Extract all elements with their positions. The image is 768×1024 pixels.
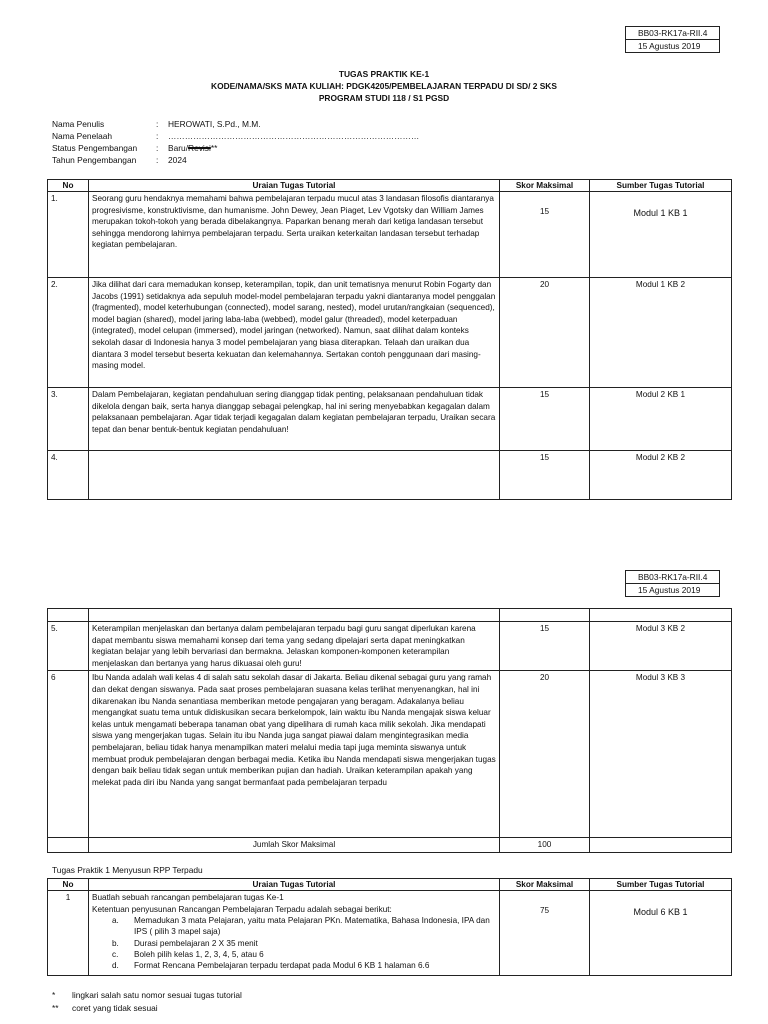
- document-date: 15 Agustus 2019: [626, 39, 719, 52]
- footnote: [52, 1002, 242, 1015]
- list-item: [92, 938, 496, 949]
- header-skor: Skor Maksimal: [500, 879, 590, 891]
- task-score: 20: [500, 278, 590, 388]
- table-blank-row: [48, 609, 732, 622]
- title-line-1: TUGAS PRAKTIK KE-1: [338, 69, 430, 79]
- document-code-box: [625, 26, 720, 53]
- task-source: Modul 1 KB 2: [590, 278, 732, 388]
- list-text: Memadukan 3 mata Pelajaran, yaitu mata Pelajaran PKn. Matematika, Bahasa Indonesia, IPA dan IPS ( pilih 3 mapel saja): [134, 916, 490, 937]
- meta-value: ………………………………………………………………………………: [168, 131, 420, 141]
- header-no: No: [48, 879, 89, 891]
- meta-suffix: **: [210, 143, 218, 153]
- header-uraian: Uraian Tugas Tutorial: [89, 180, 500, 192]
- task-source: Modul 1 KB 1: [590, 192, 732, 278]
- task-source: Modul 2 KB 1: [590, 388, 732, 451]
- title-line-3: PROGRAM STUDI 118 / S1 PGSD: [318, 93, 450, 103]
- metadata-block: [52, 118, 419, 166]
- table-row: [48, 891, 732, 976]
- task-text: [89, 451, 500, 500]
- task-text: Jika dilihat dari cara memadukan konsep, keterampilan, topik, dan unit tematisnya menurut Robin Fogarty dan Jacobs (1991) setidaknya ada sepuluh model-model pembelajaran terpadu yakni diantaranya model penggalan (fragmented), model keterhubungan (connected), model sarang, nested), model urutan/rangkaian (sequenced), model bagian (shared), model jaring laba-laba (webbed), model galur (threaded), model keterpaduan (integrated), model celupan (immersed), model jaringan (networked). Namun, saat dilihat dalam konteks sekolah dasar di Indonesia hanya 3 model pembelajaran yang biasa diterapkan. Telaah dan uraikan dua diantara 3 model tersebut beserta kekuatan dan kelemahannya. Sertakan contoh penggunaan dari masing-masing model.: [89, 278, 500, 388]
- task-score: 15: [500, 388, 590, 451]
- document-code: BB03-RK17a-RII.4: [638, 28, 708, 38]
- footnote-mark: **: [52, 1003, 59, 1013]
- task-no: 5.: [48, 622, 89, 671]
- total-value: 100: [500, 838, 590, 853]
- practice-description: [89, 891, 500, 976]
- list-text: Boleh pilih kelas 1, 2, 3, 4, 5, atau 6: [134, 950, 264, 960]
- table-row: [48, 451, 732, 500]
- meta-label: Tahun Pengembangan: [52, 155, 137, 165]
- practice-score: 75: [500, 891, 590, 976]
- task-no: 1.: [48, 192, 89, 278]
- meta-value: HEROWATI, S.Pd., M.M.: [168, 119, 261, 129]
- task-no: 6: [48, 671, 89, 838]
- list-letter: b.: [112, 938, 119, 948]
- document-code: BB03-RK17a-RII.4: [638, 572, 708, 582]
- document-code-box-page2: [625, 570, 720, 597]
- header-sumber: Sumber Tugas Tutorial: [590, 879, 732, 891]
- meta-label: Nama Penelaah: [52, 131, 113, 141]
- task-score: 15: [500, 622, 590, 671]
- list-text: Durasi pembelajaran 2 X 35 menit: [134, 938, 258, 948]
- title-line-2: KODE/NAMA/SKS MATA KULIAH: PDGK4205/PEMBELAJARAN TERPADU DI SD/ 2 SKS: [211, 81, 557, 91]
- task-score: 15: [500, 192, 590, 278]
- task-text: Dalam Pembelajaran, kegiatan pendahuluan sering dianggap tidak penting, pelaksanaan pendahuluan tidak dikelola dengan baik, serta hanya dianggap sebagai pelengkap, hal ini sering menyebabkan kegagalan dalam pelaksanaan pembelajaran. Agar tidak terjadi kegagalan dalam kegiatan pembelajaran terpadu, Uraikan secara tepat dan benar bentuk-bentuk kegiatan pendahuluan!: [89, 388, 500, 451]
- task-text: Ibu Nanda adalah wali kelas 4 di salah satu sekolah dasar di Jakarta. Beliau dikenal sebagai guru yang ramah dan dekat dengan siswanya. Pada saat proses pembelajaran suasana kelas terlihat menyenangkan, hal ini dikarenakan ibu Nanda senantiasa memberikan metode pengajaran yang beragam. Adakalanya beliau mengangkat suatu tema untuk didiskusikan secara berkelompok, lain waktu ibu Nanda mengajak siswa keluar kelas untuk mengamati beberapa tanaman obat yang dipelihara di rumah kaca milik sekolah. Jika mendapati siswa yang mengerjakan tugas. Selain itu ibu Nanda juga sangat piawai dalam mengintegrasikan media pembelajaran, beliau tidak hanya menampilkan materi melalui media tapi juga meminta siswanya untuk membuat produk pembelajaran dengan berbagai media. Ketika ibu Nanda mendapati siswa mengerjakan tugas dengan baik beliau tidak segan untuk memberikan pujian dan hadiah. Uraikan keterampilan apakah yang melekat pada diri ibu Nanda yang sangat bermanfaat pada pembelajaran terpadu: [89, 671, 500, 838]
- task-source: Modul 2 KB 2: [590, 451, 732, 500]
- task-source: Modul 3 KB 3: [590, 671, 732, 838]
- task-source: Modul 3 KB 2: [590, 622, 732, 671]
- table-row: [48, 622, 732, 671]
- struck-option: Revisi: [188, 143, 211, 153]
- practice-table: [47, 878, 732, 976]
- meta-row-author: Nama Penulis : HEROWATI, S.Pd., M.M.: [52, 119, 261, 129]
- footnote-text: coret yang tidak sesuai: [72, 1003, 158, 1013]
- table-row: [48, 192, 732, 278]
- list-item: [92, 915, 496, 938]
- practice-source: Modul 6 KB 1: [590, 891, 732, 976]
- list-letter: a.: [112, 916, 119, 926]
- meta-value: 2024: [168, 155, 187, 165]
- header-uraian: Uraian Tugas Tutorial: [89, 879, 500, 891]
- meta-row-status: Status Pengembangan : Baru/Revisi**: [52, 143, 218, 153]
- list-item: [92, 960, 496, 971]
- header-sumber: Sumber Tugas Tutorial: [590, 180, 732, 192]
- footnote-text: lingkari salah satu nomor sesuai tugas tutorial: [72, 990, 242, 1000]
- meta-value: Baru/: [168, 143, 189, 153]
- total-row: [48, 838, 732, 853]
- task-no: 4.: [48, 451, 89, 500]
- task-no: 2.: [48, 278, 89, 388]
- table-row: [48, 671, 732, 838]
- document-date: 15 Agustus 2019: [626, 583, 719, 596]
- task-score: 15: [500, 451, 590, 500]
- task-score: 20: [500, 671, 590, 838]
- table-header-row: [48, 879, 732, 891]
- list-text: Format Rencana Pembelajaran terpadu terdapat pada Modul 6 KB 1 halaman 6.6: [134, 961, 430, 971]
- footnote: [52, 989, 242, 1002]
- tasks-table-page1: [47, 179, 732, 500]
- task-text: Keterampilan menjelaskan dan bertanya dalam pembelajaran terpadu bagi guru sangat diperlukan karena dapat membantu siswa memahami konsep dari tema yang sedang dipelajari serta dapat meningkatkan kegiatan belajar yang lebih bervariasi dan bermakna. Jelaskan komponen-komponen keterampilan menjelaskan dan bertanya yang harus dikuasai oleh guru!: [89, 622, 500, 671]
- header-skor: Skor Maksimal: [500, 180, 590, 192]
- list-letter: d.: [112, 961, 119, 971]
- practice-line-2: Ketentuan penyusunan Rancangan Pembelajaran Terpadu adalah sebagai berikut:: [92, 904, 392, 914]
- meta-label: Status Pengembangan: [52, 143, 138, 153]
- meta-label: Nama Penulis: [52, 119, 105, 129]
- practice-heading: Tugas Praktik 1 Menyusun RPP Terpadu: [52, 865, 203, 875]
- practice-line-1: Buatlah sebuah rancangan pembelajaran tugas Ke-1: [92, 893, 284, 902]
- table-row: [48, 278, 732, 388]
- table-header-row: [48, 180, 732, 192]
- meta-row-year: Tahun Pengembangan : 2024: [52, 155, 187, 165]
- table-row: [48, 388, 732, 451]
- header-no: No: [48, 180, 89, 192]
- task-no: 3.: [48, 388, 89, 451]
- total-label: Jumlah Skor Maksimal: [89, 838, 500, 853]
- tasks-table-page2: [47, 608, 732, 853]
- list-item: [92, 949, 496, 960]
- footnotes: [52, 989, 242, 1015]
- list-letter: c.: [112, 950, 119, 960]
- footnote-mark: *: [52, 990, 56, 1000]
- meta-row-reviewer: Nama Penelaah : ………………………………………………………………………………: [52, 131, 420, 141]
- task-text: Seorang guru hendaknya memahami bahwa pembelajaran terpadu mucul atas 3 landasan filosofis diantaranya progresivisme, konstruktivisme, dan humanisme. John Dewey, Jean Piaget, Lev Vgotsky dan William James merupakan tokoh-tokoh yang berada dibelakangnya. Paparkan benang merah dari ketiga landasan tersebut sehingga mendorong lahirnya pembelajaran terpadu. Serta uraikan keterkaitan landasan tersebut terhadap kegiatan pembelajaran.: [89, 192, 500, 278]
- practice-no: 1: [48, 891, 89, 976]
